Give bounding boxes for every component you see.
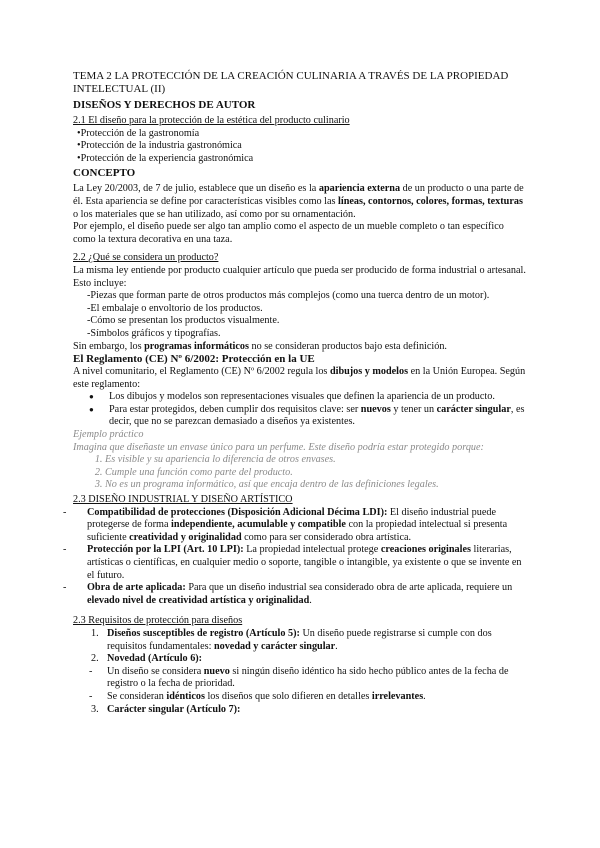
ejemplo-heading: Ejemplo práctico [73, 429, 144, 441]
diseno-list [73, 507, 528, 608]
text: La propiedad intelectual protege [243, 544, 381, 556]
bold-text: Carácter singular (Artículo 7): [107, 703, 241, 715]
text: Un diseño puede registrarse si cumple con dos requisitos fundamentales: [107, 627, 492, 652]
text: , es decir, que no se parezcan demasiado a diseños ya existentes. [109, 403, 525, 428]
ejemplo-paragraph: Imagina que diseñaste un envase único para un perfume. Este diseño podría estar protegido porque: [73, 441, 484, 453]
text: y tener un [390, 403, 437, 415]
list-item [73, 582, 528, 607]
bold-text: líneas, contornos, colores, formas, texturas [338, 195, 523, 207]
text: de un producto o una parte de él. Esta apariencia se define por características visibles como las [73, 183, 524, 207]
list-item: -Piezas que forman parte de otros productos más complejos (como una tuerca dentro de un motor). [87, 290, 490, 302]
list-item [73, 704, 528, 717]
bold-text: dibujos y modelos [329, 366, 409, 378]
text: en la Unión Europea. Según este reglamento: [73, 366, 526, 390]
reglamento-list [73, 391, 528, 429]
section-2-3: 2.3 DISEÑO INDUSTRIAL Y DISEÑO ARTÍSTICO [73, 494, 293, 506]
ejemplo-list [73, 454, 528, 492]
text: Para estar protegidos, deben cumplir dos requisitos clave: ser [109, 403, 361, 415]
list-item: • Protección de la industria gastronómica [73, 140, 528, 153]
list-item: 3. No es un programa informático, así que encaja dentro de las definiciones legales. [105, 479, 528, 492]
bold-text: Protección por la LPI (Art. 10 LPI): [87, 544, 244, 556]
text: . [423, 690, 426, 702]
text: Sin embargo, los [73, 340, 145, 352]
text: no se consideran productos bajo esta definición. [248, 340, 447, 352]
heading-reglamento: El Reglamento (CE) Nº 6/2002: Protección en la UE [73, 353, 315, 366]
section-2-2: 2.2 ¿Qué se considera un producto? [73, 252, 219, 264]
section-requisitos: 2.3 Requisitos de protección para diseños [73, 615, 243, 627]
paragraph-sin-embargo [73, 341, 528, 354]
text: como para ser considerado obra artística. [241, 531, 412, 543]
text: o los materiales que se han utilizado, así como por su ornamentación. [73, 208, 356, 220]
bold-text: novedad y carácter singular [213, 640, 336, 652]
text: literarias, artísticas o científicas, en cualquier medio o soporte, tangible o intangible, ya existente o que se invente en el futuro. [87, 544, 522, 581]
list-item: 1. Es visible y su apariencia lo diferencia de otros envases. [105, 454, 528, 467]
paragraph-ejemplo: Por ejemplo, el diseño puede ser algo tan amplio como el aspecto de un mueble completo o tan específico como la textura decorativa en una taza. [73, 221, 504, 245]
text: Para que un diseño industrial sea considerado obra de arte aplicada, requiere un [185, 582, 513, 594]
list-item [73, 404, 528, 429]
list-number: 1. [91, 627, 99, 639]
text: Se consideran [107, 690, 167, 702]
list-item: ● Los dibujos y modelos son representaciones visuales que definen la apariencia de un producto. [73, 391, 528, 404]
paragraph-concepto [73, 183, 528, 221]
list-item [73, 628, 528, 653]
list-item: • Protección de la gastronomía [73, 128, 528, 141]
bold-text: apariencia externa [318, 183, 401, 195]
text: El diseño industrial puede protegerse de forma [87, 506, 497, 531]
heading-concepto: CONCEPTO [73, 167, 136, 180]
list-item [73, 544, 528, 582]
bold-text: elevado nivel de creatividad artística y originalidad [87, 594, 310, 606]
text: . [335, 640, 338, 652]
bold-text: idénticos [166, 690, 205, 702]
text: con la propiedad intelectual si presenta suficiente [87, 519, 508, 543]
text: si ningún diseño idéntico ha sido hecho público antes de la fecha de registro o la fecha de prioridad. [107, 665, 509, 690]
bold-text: creaciones originales [380, 544, 471, 556]
list-item: -Cómo se presentan los productos visualmente. [87, 315, 280, 327]
requisitos-list [73, 628, 528, 666]
list-number: 2. [91, 653, 99, 665]
section-2-1: 2.1 El diseño para la protección de la estética del producto culinario [73, 115, 350, 126]
bold-text: Novedad (Artículo 6): [107, 653, 203, 665]
bold-text: nuevo [203, 665, 230, 677]
list-item [73, 653, 528, 666]
bullet-list [73, 128, 528, 166]
bold-text: irrelevantes [371, 690, 424, 702]
text: los diseños que solo difieren en detalles [204, 690, 372, 702]
document-title: TEMA 2 LA PROTECCIÓN DE LA CREACIÓN CULINARIA A TRAVÉS DE LA PROPIEDAD INTELECTUAL (II) [73, 70, 509, 95]
text: A nivel comunitario, el Reglamento (CE) Nº 6/2002 regula los [73, 366, 330, 378]
paragraph-producto: La misma ley entiende por producto cualquier artículo que pueda ser producido de forma industrial o artesanal. Esto incluye: [73, 264, 526, 289]
heading-disenos: DISEÑOS Y DERECHOS DE AUTOR [73, 99, 256, 111]
bold-text: independiente, acumulable y compatible [171, 519, 346, 531]
list-number: 3. [91, 703, 99, 715]
list-item [73, 507, 528, 545]
paragraph-reglamento [73, 366, 528, 391]
list-item: -Símbolos gráficos y tipografías. [87, 327, 221, 339]
product-items [73, 290, 528, 340]
bold-text: creatividad y originalidad [129, 531, 242, 543]
bold-text: carácter singular [436, 403, 511, 415]
document-page [73, 70, 528, 716]
bold-text: Diseños susceptibles de registro (Artículo 5): [107, 627, 300, 639]
bold-text: Compatibilidad de protecciones (Disposición Adicional Décima LDI): [87, 506, 388, 518]
novedad-list [73, 666, 528, 704]
bold-text: Obra de arte aplicada: [87, 582, 186, 594]
list-item [73, 691, 528, 704]
text: . [309, 594, 312, 606]
list-item: -El embalaje o envoltorio de los productos. [87, 302, 263, 314]
list-item: 2. Cumple una función como parte del producto. [105, 467, 528, 480]
bold-text: programas informáticos [144, 340, 249, 352]
requisitos-list-cont [73, 704, 528, 717]
list-item [73, 666, 528, 691]
text: La Ley 20/2003, de 7 de julio, establece que un diseño es la [73, 183, 319, 195]
text: Un diseño se considera [107, 665, 204, 677]
list-item: • Protección de la experiencia gastronómica [73, 153, 528, 166]
bold-text: nuevos [360, 403, 391, 415]
